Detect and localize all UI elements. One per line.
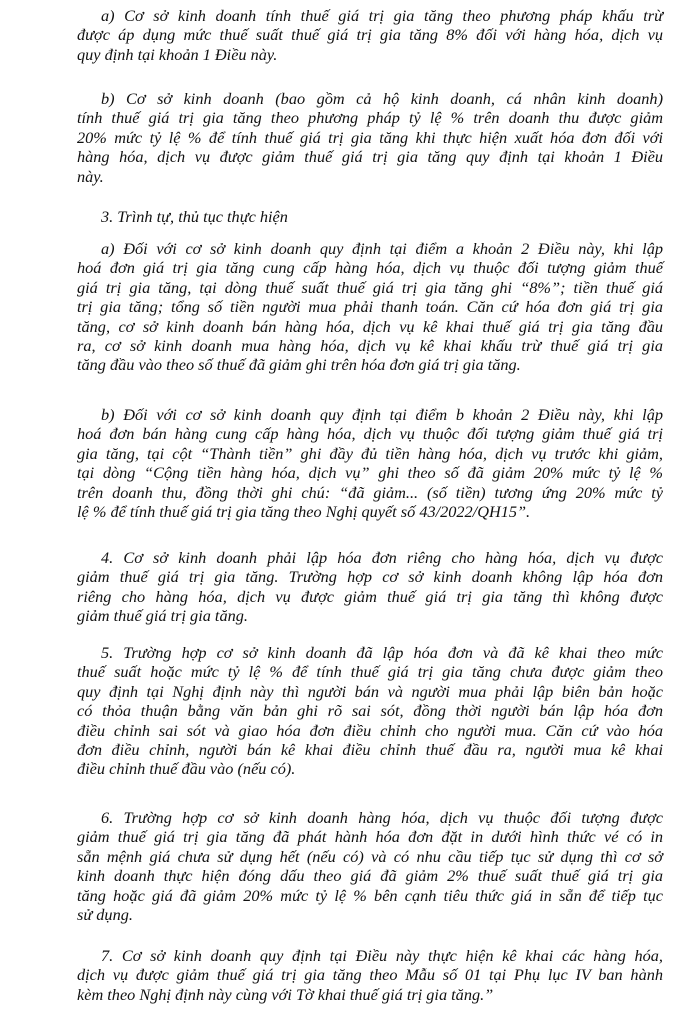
text-line: tại dòng “Cộng tiền hàng hóa, dịch vụ” ghi theo số đã giảm 20% mức tỷ lệ % xyxy=(77,463,663,483)
text-line: trị gia tăng; tổng số tiền người mua phải thanh toán. Căn cứ hóa đơn giá trị gia xyxy=(77,297,663,317)
text-line: điều chỉnh sai sót và giao hóa đơn điều chỉnh cho người mua. Căn cứ vào hóa xyxy=(77,720,663,740)
text-line: giảm thuế giá trị gia tăng. Trường hợp cơ sở kinh doanh không lập hóa đơn xyxy=(77,567,663,587)
paragraph-5 xyxy=(77,643,663,779)
text-line: a) Đối với cơ sở kinh doanh quy định tại điểm a khoản 2 Điều này, khi lập xyxy=(101,239,663,258)
text-line: sẵn mệnh giá chưa sử dụng hết (nếu có) và có nhu cầu tiếp tục sử dụng thì cơ sở xyxy=(77,846,663,866)
text-line: trên doanh thu, đồng thời ghi chú: “đã giảm... (số tiền) tương ứng 20% mức tỷ xyxy=(77,482,663,502)
text-line: 7. Cơ sở kinh doanh quy định tại Điều này thực hiện kê khai các hàng hóa, xyxy=(101,946,663,965)
text-line: quy định tại Nghị định này thì người bán và người mua phải lập biên bản hoặc xyxy=(77,681,663,701)
paragraph-3b xyxy=(77,405,663,521)
text-line: đơn điều chỉnh, người bán kê khai điều chỉnh thuế đầu ra, người mua kê khai xyxy=(77,740,663,760)
text-line: có thỏa thuận bằng văn bản ghi rõ sai sót, đồng thời người bán lập hóa đơn xyxy=(77,701,663,721)
paragraph-2b xyxy=(77,89,663,186)
text-line: tăng, cơ sở kinh doanh bán hàng hóa, dịch vụ kê khai thuế giá trị gia tăng đầu xyxy=(77,316,663,336)
text-line: hàng hóa, dịch vụ được giảm thuế giá trị gia tăng quy định tại khoản 1 Điều xyxy=(77,147,663,167)
text-line: 6. Trường hợp cơ sở kinh doanh hàng hóa, dịch vụ thuộc đối tượng được xyxy=(101,808,663,827)
text-line: tăng đầu vào theo số thuế đã giảm ghi trên hóa đơn giá trị gia tăng. xyxy=(77,355,521,375)
text-line: 4. Cơ sở kinh doanh phải lập hóa đơn riêng cho hàng hóa, dịch vụ được xyxy=(101,548,663,567)
text-line: kèm theo Nghị định này cùng với Tờ khai thuế giá trị gia tăng.” xyxy=(77,984,494,1004)
paragraph-7 xyxy=(77,946,663,1004)
text-line: tính thuế giá trị gia tăng theo phương pháp tỷ lệ % trên doanh thu được giảm xyxy=(77,108,663,128)
text-line: điều chỉnh thuế đầu vào (nếu có). xyxy=(77,759,296,779)
text-line: b) Cơ sở kinh doanh (bao gồm cả hộ kinh doanh, cá nhân kinh doanh) xyxy=(101,89,663,108)
text-line: giảm thuế giá trị gia tăng đã phát hành hóa đơn đặt in dưới hình thức vé có in xyxy=(77,827,663,847)
text-line: ra, cơ sở kinh doanh mua hàng hóa, dịch vụ kê khai khấu trừ thuế giá trị gia xyxy=(77,336,663,356)
text-line: này. xyxy=(77,166,104,186)
paragraph-2a xyxy=(77,6,663,64)
text-line: kinh doanh thực hiện đóng dấu theo giá đã giảm 2% thuế suất thuế giá trị gia xyxy=(77,866,663,886)
text-line: lệ % để tính thuế giá trị gia tăng theo Nghị quyết số 43/2022/QH15”. xyxy=(77,502,531,522)
paragraph-4 xyxy=(77,548,663,626)
paragraph-6 xyxy=(77,808,663,924)
text-line: quy định tại khoản 1 Điều này. xyxy=(77,44,278,64)
text-line: giảm thuế giá trị gia tăng. xyxy=(77,606,248,626)
section-heading-3 xyxy=(77,207,663,226)
text-line: riêng cho hàng hóa, dịch vụ được giảm thuế giá trị gia tăng thì không được xyxy=(77,586,663,606)
text-line: dịch vụ được giảm thuế giá trị gia tăng theo Mẫu số 01 tại Phụ lục IV ban hành xyxy=(77,965,663,985)
text-line: giá trị gia tăng, tại dòng thuế suất thuế giá trị gia tăng ghi “8%”; tiền thuế giá xyxy=(77,277,663,297)
paragraph-3a xyxy=(77,239,663,375)
text-line: được áp dụng mức thuế suất thuế giá trị gia tăng 8% đối với hàng hóa, dịch vụ xyxy=(77,25,663,45)
text-line: hoá đơn giá trị gia tăng cung cấp hàng hóa, dịch vụ thuộc đối tượng giảm thuế xyxy=(77,258,663,278)
text-line: hoá đơn bán hàng cung cấp hàng hóa, dịch vụ thuộc đối tượng giảm thuế giá trị xyxy=(77,424,663,444)
text-line: 20% mức tỷ lệ % để tính thuế giá trị gia tăng khi thực hiện xuất hóa đơn đối với xyxy=(77,127,663,147)
text-line: a) Cơ sở kinh doanh tính thuế giá trị gia tăng theo phương pháp khấu trừ xyxy=(101,6,663,25)
text-line: tăng hoặc giá đã giảm 20% mức tỷ lệ % bên cạnh tiêu thức giá in sẵn để tiếp tục xyxy=(77,885,663,905)
text-line: sử dụng. xyxy=(77,905,133,925)
text-line: gia tăng, tại cột “Thành tiền” ghi đầy đủ tiền hàng hóa, dịch vụ trước khi giảm, xyxy=(77,443,663,463)
heading-text: 3. Trình tự, thủ tục thực hiện xyxy=(101,207,288,226)
text-line: thuế suất hoặc mức tỷ lệ % để tính thuế giá trị gia tăng chưa được giảm theo xyxy=(77,662,663,682)
text-line: b) Đối với cơ sở kinh doanh quy định tại điểm b khoản 2 Điều này, khi lập xyxy=(101,405,663,424)
text-line: 5. Trường hợp cơ sở kinh doanh đã lập hóa đơn và đã kê khai theo mức xyxy=(101,643,663,662)
